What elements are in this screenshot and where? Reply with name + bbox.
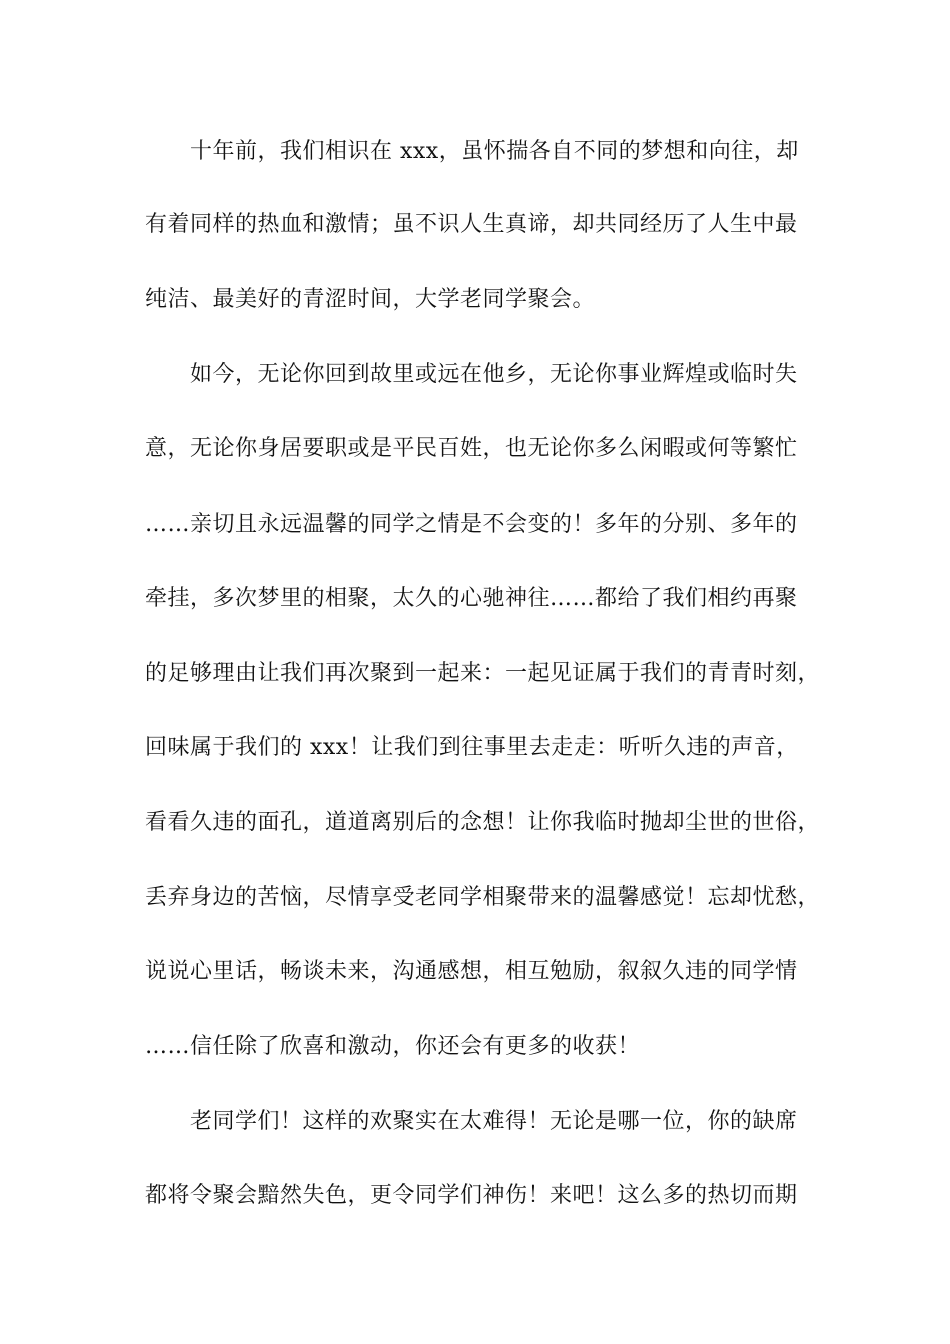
paragraph-3-line-1: 老同学们！这样的欢聚实在太难得！无论是哪一位，你的缺席: [190, 1109, 798, 1134]
paragraph-2-line-10: ……信任除了欣喜和激动，你还会有更多的收获！: [145, 1034, 641, 1059]
paragraph-1-line-1: 十年前，我们相识在 xxx，虽怀揣各自不同的梦想和向往，却: [190, 139, 799, 164]
paragraph-2-line-4: 牵挂，多次梦里的相聚，太久的心驰神往……都给了我们相约再聚: [145, 586, 798, 611]
paragraph-2-line-1: 如今，无论你回到故里或远在他乡，无论你事业辉煌或临时失: [190, 362, 798, 387]
paragraph-2-line-8: 丢弃身边的苦恼，尽情享受老同学相聚带来的温馨感觉！忘却忧愁，: [145, 885, 821, 910]
paragraph-3-line-2: 都将令聚会黯然失色，更令同学们神伤！来吧！这么多的热切而期: [145, 1183, 798, 1208]
paragraph-2-line-5: 的足够理由让我们再次聚到一起来：一起见证属于我们的青青时刻，: [145, 661, 821, 686]
paragraph-1-line-2: 有着同样的热血和激情；虽不识人生真谛，却共同经历了人生中最: [145, 212, 798, 237]
paragraph-2-line-9: 说说心里话，畅谈未来，沟通感想，相互勉励，叙叙久违的同学情: [145, 959, 798, 984]
paragraph-2-line-6: 回味属于我们的 xxx！让我们到往事里去走走：听听久违的声音，: [145, 735, 799, 760]
paragraph-1-line-3: 纯洁、最美好的青涩时间，大学老同学聚会。: [145, 287, 596, 312]
paragraph-2-line-7: 看看久违的面孔，道道离别后的念想！让你我临时抛却尘世的世俗，: [145, 810, 821, 835]
paragraph-2-line-2: 意，无论你身居要职或是平民百姓，也无论你多么闲暇或何等繁忙: [145, 436, 798, 461]
paragraph-2-line-3: ……亲切且永远温馨的同学之情是不会变的！多年的分别、多年的: [145, 512, 798, 537]
